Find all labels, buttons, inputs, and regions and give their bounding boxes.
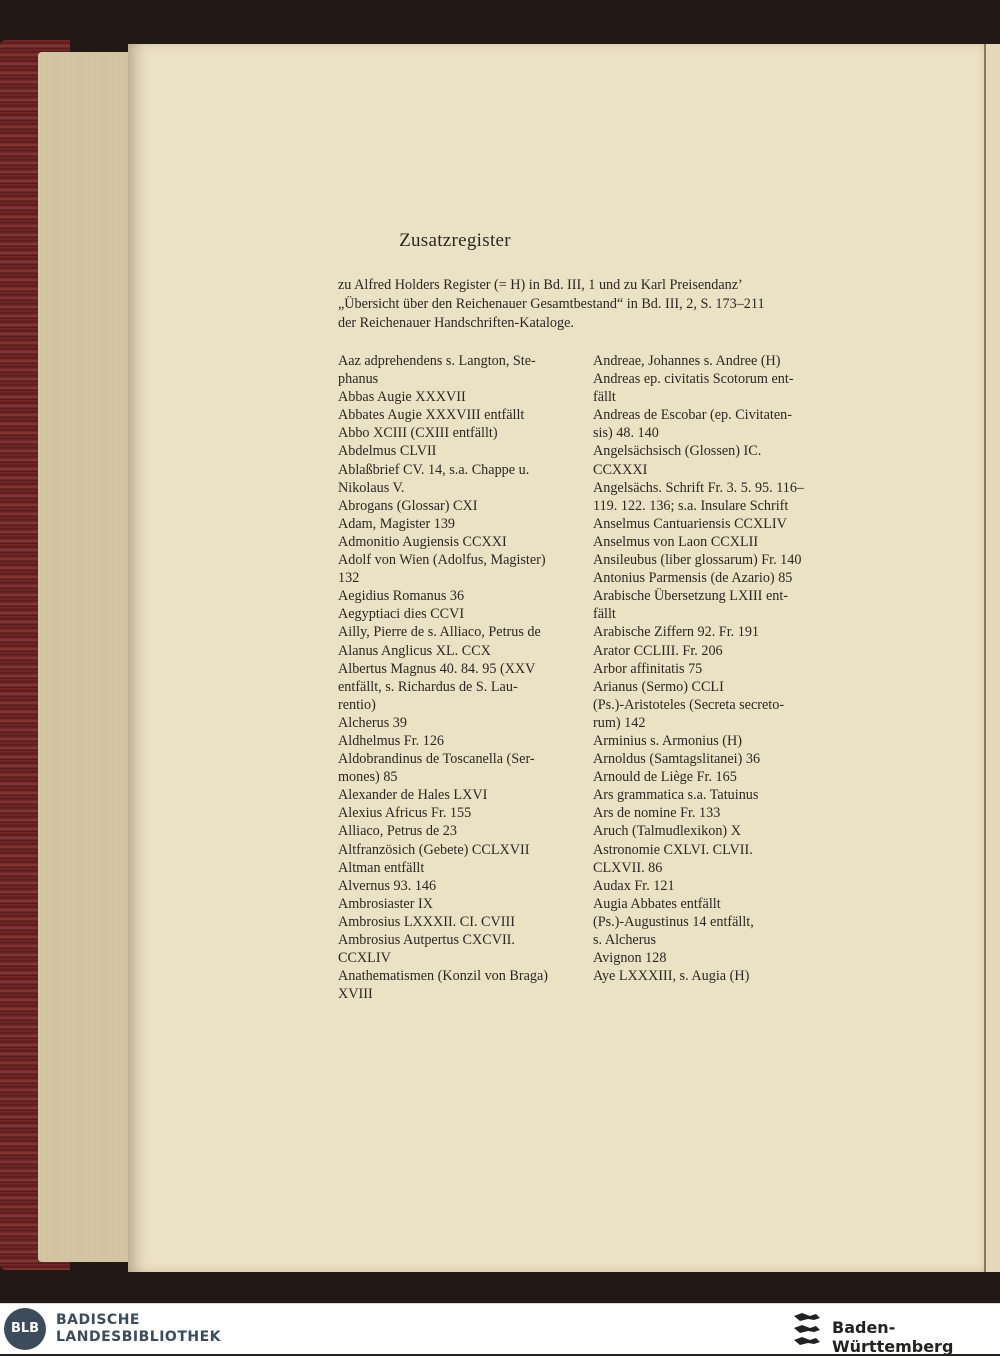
- register-entry: [338, 732, 583, 750]
- register-entry: [593, 967, 838, 985]
- register-entry: [338, 859, 583, 877]
- entry-line: Anathematismen (Konzil von Braga): [338, 968, 548, 985]
- intro-line: der Reichenauer Handschriften-Kataloge.: [338, 315, 574, 331]
- register-entry: [593, 479, 838, 515]
- register-entry: [338, 804, 583, 822]
- register-entry: [593, 660, 838, 678]
- register-entry: [593, 533, 838, 551]
- register-entry: [338, 750, 583, 786]
- register-column-right: [593, 352, 838, 985]
- register-entry: [593, 895, 838, 913]
- entry-line: Anselmus von Laon CCXLII: [593, 533, 759, 550]
- register-entry: [593, 642, 838, 660]
- register-entry: [593, 370, 838, 406]
- register-entry: [338, 442, 583, 460]
- entry-line: Angelsächs. Schrift Fr. 3. 5. 95. 116–: [593, 479, 805, 496]
- entry-line: Arnould de Liège Fr. 165: [593, 769, 737, 786]
- register-entry: [338, 587, 583, 605]
- entry-continuation-line: rum) 142: [593, 714, 646, 731]
- entry-line: Alliaco, Petrus de 23: [338, 823, 457, 840]
- entry-line: Ambrosius LXXXII. CI. CVIII: [338, 913, 515, 930]
- entry-line: Andreas de Escobar (ep. Civitaten-: [593, 407, 792, 424]
- intro-text: [338, 276, 838, 333]
- entry-line: Alcherus 39: [338, 714, 407, 731]
- entry-line: Arabische Ziffern 92. Fr. 191: [593, 624, 760, 641]
- entry-line: Andreae, Johannes s. Andree (H): [593, 353, 781, 369]
- entry-continuation-line: phanus: [338, 371, 379, 388]
- register-entry: [593, 515, 838, 533]
- entry-line: Astronomie CXLVI. CLVII.: [593, 841, 753, 858]
- entry-line: Ambrosius Autpertus CXCVII.: [338, 932, 515, 948]
- register-entry: [338, 714, 583, 732]
- register-entry: [338, 841, 583, 859]
- blb-library-name[interactable]: [56, 1312, 221, 1346]
- entry-line: Adolf von Wien (Adolfus, Magister): [338, 552, 546, 569]
- page-title: Zusatzregister: [399, 230, 511, 251]
- entry-line: Abdelmus CLVII: [338, 443, 437, 460]
- entry-continuation-line: CLXVII. 86: [593, 859, 663, 876]
- register-entry: [593, 623, 838, 641]
- register-entry: [338, 895, 583, 913]
- register-entry: [338, 406, 583, 424]
- register-entry: [338, 533, 583, 551]
- entry-line: Arminius s. Armonius (H): [593, 732, 742, 749]
- entry-line: Aldobrandinus de Toscanella (Ser-: [338, 751, 535, 768]
- register-entry: [338, 913, 583, 931]
- register-entry: [593, 587, 838, 623]
- entry-line: Anselmus Cantuariensis CCXLIV: [593, 515, 787, 532]
- entry-line: Aldhelmus Fr. 126: [338, 732, 445, 749]
- entry-continuation-line: entfällt, s. Richardus de S. Lau-: [338, 678, 518, 695]
- entry-line: Arianus (Sermo) CCLI: [593, 678, 724, 695]
- entry-line: Aye LXXXIII, s. Augia (H): [593, 968, 750, 985]
- entry-line: Abbo XCIII (CXIII entfällt): [338, 425, 498, 442]
- register-entry: [338, 642, 583, 660]
- register-entry: [338, 786, 583, 804]
- entry-line: (Ps.)-Augustinus 14 entfällt,: [593, 913, 754, 930]
- register-entry: [593, 786, 838, 804]
- register-entry: [593, 804, 838, 822]
- entry-line: Audax Fr. 121: [593, 877, 675, 894]
- register-entry: [338, 605, 583, 623]
- register-entry: [338, 660, 583, 714]
- register-entry: [338, 388, 583, 406]
- entry-line: Aruch (Talmudlexikon) X: [593, 823, 741, 840]
- bw-state-name[interactable]: Baden-Württemberg: [832, 1318, 954, 1356]
- blb-logo-icon[interactable]: BLB: [4, 1308, 46, 1350]
- register-entry: [338, 515, 583, 533]
- entry-line: Ars de nomine Fr. 133: [593, 805, 721, 822]
- register-entry: [593, 949, 838, 967]
- intro-line: „Übersicht über den Reichenauer Gesamtbestand“ in Bd. III, 2, S. 173–211: [338, 296, 765, 312]
- entry-line: Arbor affinitatis 75: [593, 660, 703, 677]
- blb-name-line: LANDESBIBLIOTHEK: [56, 1329, 222, 1345]
- entry-continuation-line: mones) 85: [338, 769, 398, 786]
- entry-continuation-line: 132: [338, 570, 360, 587]
- facing-page-edge: [984, 44, 1000, 1272]
- register-entry: [593, 696, 838, 732]
- entry-line: Augia Abbates entfällt: [593, 895, 721, 912]
- entry-line: Alexander de Hales LXVI: [338, 787, 488, 804]
- register-entry: [593, 750, 838, 768]
- register-entry: [593, 352, 838, 370]
- entry-line: Albertus Magnus 40. 84. 95 (XXV: [338, 660, 536, 677]
- entry-line: Ansileubus (liber glossarum) Fr. 140: [593, 552, 802, 569]
- intro-line: zu Alfred Holders Register (= H) in Bd. III, 1 und zu Karl Preisendanz’: [338, 277, 743, 293]
- entry-line: Arnoldus (Samtagslitanei) 36: [593, 751, 761, 768]
- entry-line: Altman entfällt: [338, 859, 425, 876]
- entry-continuation-line: s. Alcherus: [593, 932, 657, 948]
- register-entry: [593, 732, 838, 750]
- entry-line: Arabische Übersetzung LXIII ent-: [593, 588, 788, 605]
- register-entry: [338, 967, 583, 1003]
- register-entry: [593, 841, 838, 877]
- register-entry: [593, 768, 838, 786]
- register-entry: [338, 352, 583, 388]
- entry-line: Aegidius Romanus 36: [338, 588, 465, 605]
- register-entry: [338, 931, 583, 967]
- entry-continuation-line: Nikolaus V.: [338, 479, 405, 496]
- entry-line: Aegyptiaci dies CCVI: [338, 606, 465, 623]
- entry-line: Ablaßbrief CV. 14, s.a. Chappe u.: [338, 461, 530, 478]
- entry-line: Antonius Parmensis (de Azario) 85: [593, 570, 793, 587]
- entry-line: Ailly, Pierre de s. Alliaco, Petrus de: [338, 624, 541, 641]
- register-entry: [593, 678, 838, 696]
- entry-line: Ambrosiaster IX: [338, 895, 433, 912]
- register-entry: [338, 822, 583, 840]
- register-entry: [338, 497, 583, 515]
- entry-line: Andreas ep. civitatis Scotorum ent-: [593, 371, 794, 388]
- register-entry: [593, 406, 838, 442]
- entry-line: Abbas Augie XXXVII: [338, 389, 466, 406]
- register-column-left: [338, 352, 583, 1003]
- entry-line: Altfranzösich (Gebete) CCLXVII: [338, 841, 530, 858]
- entry-continuation-line: 119. 122. 136; s.a. Insulare Schrift: [593, 497, 789, 514]
- entry-line: Adam, Magister 139: [338, 515, 456, 532]
- entry-continuation-line: fällt: [593, 389, 616, 406]
- entry-line: Angelsächsisch (Glossen) IC.: [593, 443, 762, 460]
- entry-continuation-line: CCXXXI: [593, 461, 648, 478]
- register-entry: [338, 551, 583, 587]
- footer-bar: [0, 1303, 1000, 1354]
- entry-line: Admonitio Augiensis CCXXI: [338, 533, 507, 550]
- entry-line: Alexius Africus Fr. 155: [338, 805, 472, 822]
- entry-continuation-line: sis) 48. 140: [593, 425, 659, 442]
- register-entry: [338, 424, 583, 442]
- register-entry: [593, 569, 838, 587]
- entry-continuation-line: rentio): [338, 696, 376, 713]
- register-entry: [338, 877, 583, 895]
- entry-line: Aaz adprehendens s. Langton, Ste-: [338, 353, 536, 369]
- entry-continuation-line: CCXLIV: [338, 950, 391, 967]
- register-entry: [338, 461, 583, 497]
- register-entry: [593, 442, 838, 478]
- entry-line: Abbates Augie XXXVIII entfällt: [338, 407, 525, 424]
- register-entry: [593, 551, 838, 569]
- register-entry: [593, 877, 838, 895]
- bw-lions-icon[interactable]: [790, 1310, 824, 1348]
- entry-line: Alvernus 93. 146: [338, 877, 437, 894]
- entry-line: Abrogans (Glossar) CXI: [338, 497, 478, 514]
- register-entry: [593, 913, 838, 949]
- register-entry: [593, 822, 838, 840]
- register-entry: [338, 623, 583, 641]
- blb-name-line: BADISCHE: [56, 1312, 140, 1328]
- entry-continuation-line: fällt: [593, 606, 616, 623]
- entry-line: Avignon 128: [593, 950, 667, 967]
- entry-line: Arator CCLIII. Fr. 206: [593, 642, 723, 659]
- entry-line: (Ps.)-Aristoteles (Secreta secreto-: [593, 696, 785, 713]
- entry-continuation-line: XVIII: [338, 986, 373, 1003]
- entry-line: Ars grammatica s.a. Tatuinus: [593, 787, 759, 804]
- entry-line: Alanus Anglicus XL. CCX: [338, 642, 491, 659]
